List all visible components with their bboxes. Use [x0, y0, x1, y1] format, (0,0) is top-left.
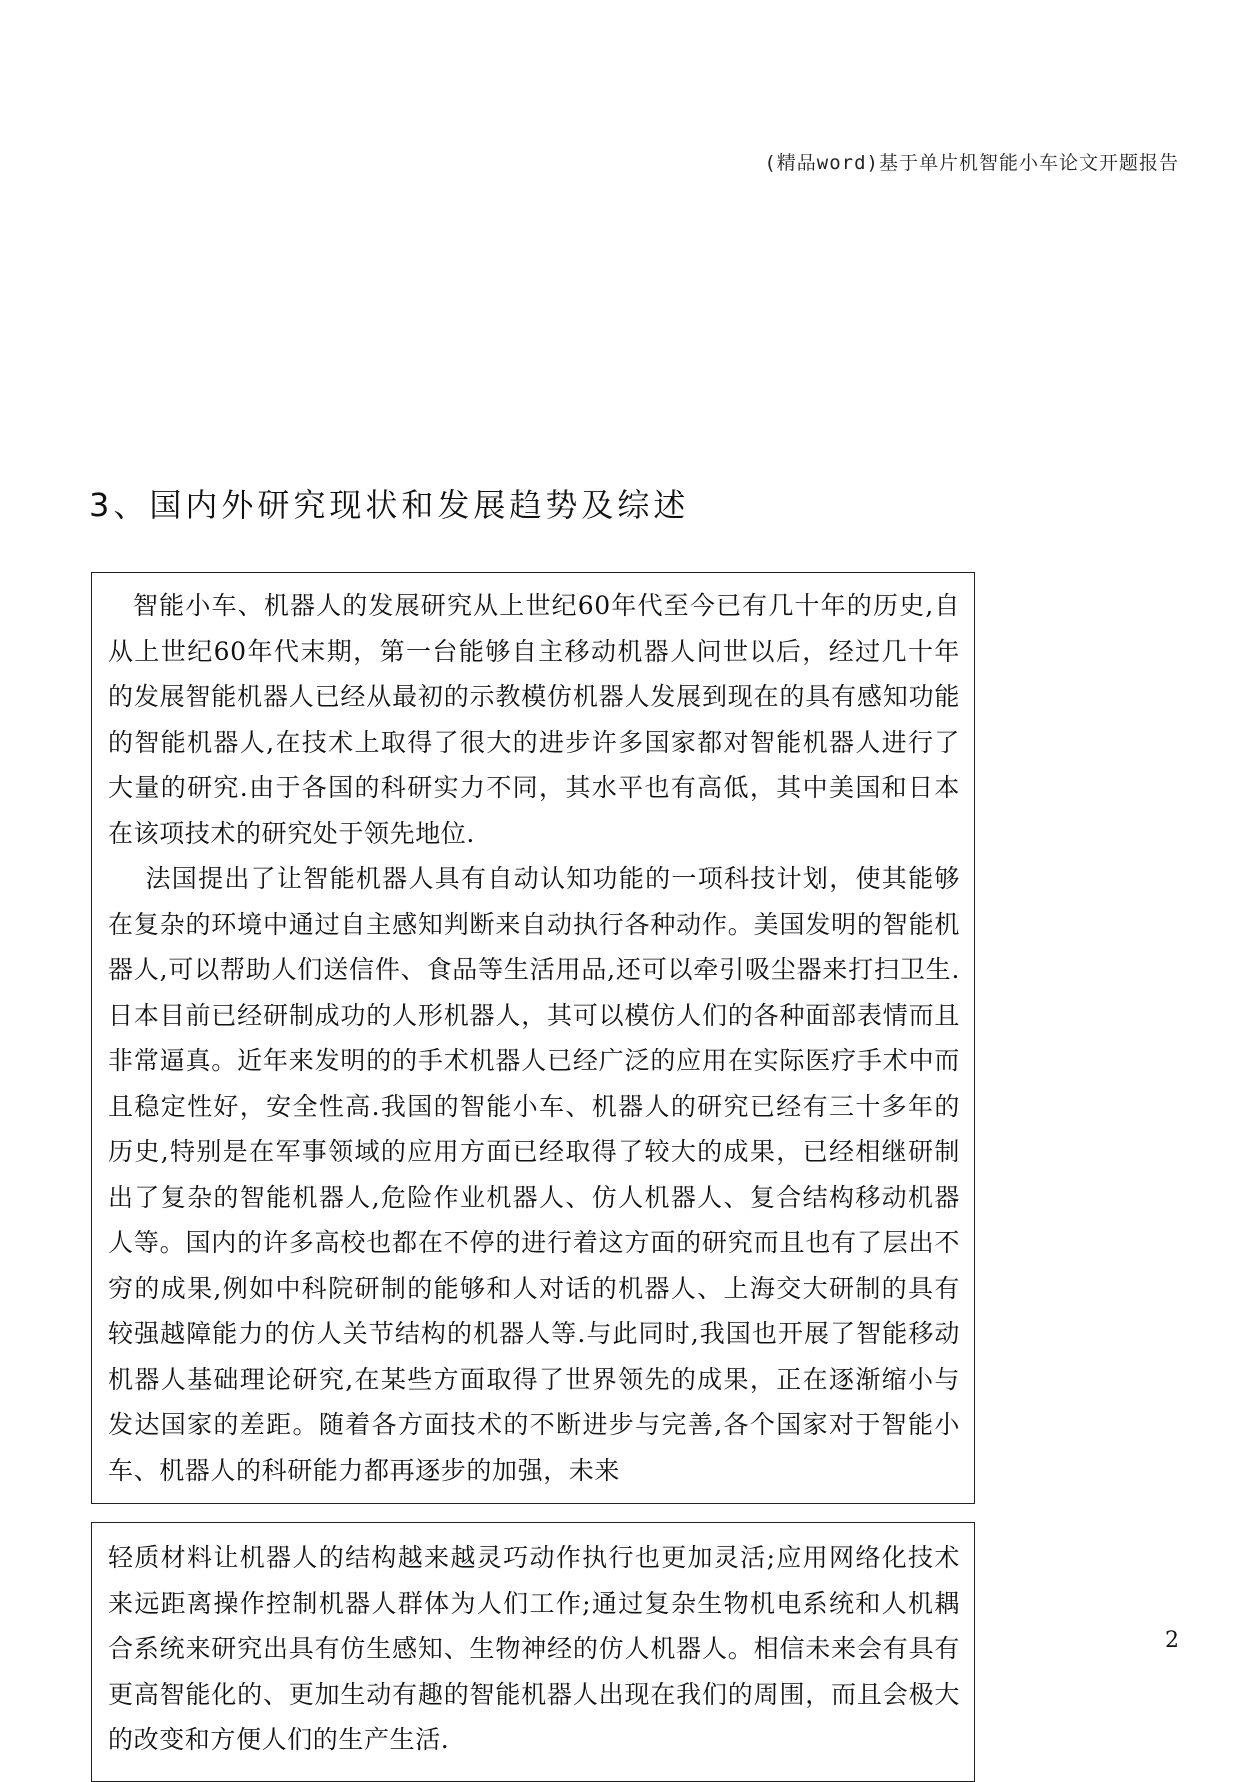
paragraph-overview: 智能小车、机器人的发展研究从上世纪60年代至今已有几十年的历史,自从上世纪60年代末期，第一台能够自主移动机器人问世以后，经过几十年的发展智能机器人已经从最初的示教模仿机器人发展到现在的具有感知功能的智能机器人,在技术上取得了很大的进步许多国家都对智能机器人进行了大量的研究.由于各国的科研实力不同，其水平也有高低，其中美国和日本在该项技术的研究处于领先地位.	[108, 591, 960, 848]
section-heading: 3、国内外研究现状和发展趋势及综述	[89, 486, 690, 524]
running-header: (精品word)基于单片机智能小车论文开题报告	[764, 152, 1179, 174]
text-box-continuation	[91, 1522, 975, 1782]
text-box-main	[91, 572, 975, 1504]
paragraph-future: 轻质材料让机器人的结构越来越灵巧动作执行也更加灵活;应用网络化技术来远距离操作控制机器人群体为人们工作;通过复杂生物机电系统和人机耦合系统来研究出具有仿生感知、生物神经的仿人机器人。相信未来会有具有更高智能化的、更加生动有趣的智能机器人出现在我们的周围，而且会极大的改变和方便人们的生产生活.	[108, 1543, 960, 1754]
paragraph-international: 法国提出了让智能机器人具有自动认知功能的一项科技计划，使其能够在复杂的环境中通过自主感知判断来自动执行各种动作。美国发明的智能机器人,可以帮助人们送信件、食品等生活用品,还可以牵引吸尘器来打扫卫生.日本目前已经研制成功的人形机器人，其可以模仿人们的各种面部表情而且非常逼真。近年来发明的的手术机器人已经广泛的应用在实际医疗手术中而且稳定性好，安全性高.我国的智能小车、机器人的研究已经有三十多年的历史,特别是在军事领域的应用方面已经取得了较大的成果，已经相继研制出了复杂的智能机器人,危险作业机器人、仿人机器人、复合结构移动机器人等。国内的许多高校也都在不停的进行着这方面的研究而且也有了层出不穷的成果,例如中科院研制的能够和人对话的机器人、上海交大研制的具有较强越障能力的仿人关节结构的机器人等.与此同时,我国也开展了智能移动机器人基础理论研究,在某些方面取得了世界领先的成果，正在逐渐缩小与发达国家的差距。随着各方面技术的不断进步与完善,各个国家对于智能小车、机器人的科研能力都再逐步的加强，未来	[108, 864, 960, 1485]
page-number: 2	[1165, 1628, 1179, 1653]
